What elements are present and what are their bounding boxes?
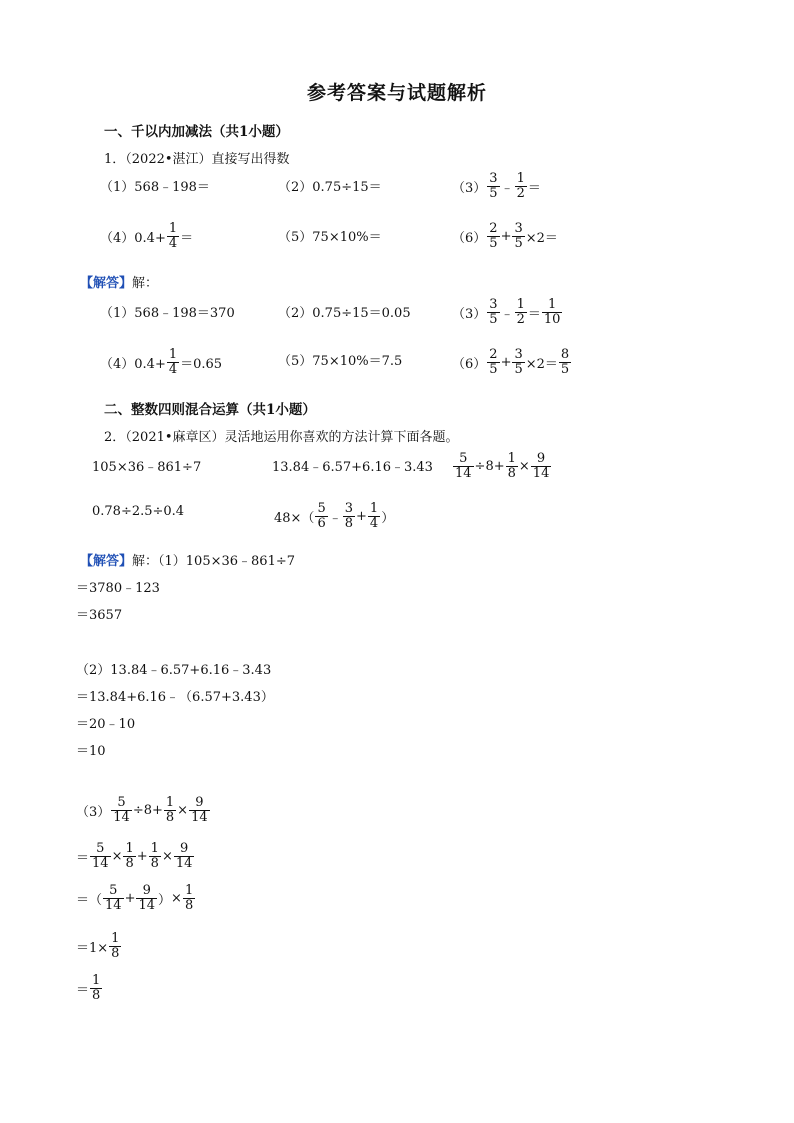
solution-3-line-3: ＝ （ $\frac{5}{14}$ + $\frac{9}{14}$ ） × $\frac{1}{8}$ bbox=[76, 883, 194, 914]
fraction: $\frac{1}{4}$ bbox=[168, 347, 178, 378]
fraction: $\frac{1}{8}$ bbox=[507, 451, 516, 482]
solution-1-step-2: ＝3657 bbox=[76, 608, 123, 623]
a1-part6: （6） $\frac{2}{5}$ + $\frac{3}{5}$ ×2＝ $\frac{8}{5}$ bbox=[452, 347, 570, 378]
section-heading-2: 二、整数四则混合运算（共1小题） bbox=[104, 402, 316, 418]
fraction: $\frac{5}{14}$ bbox=[105, 883, 122, 914]
fraction: $\frac{3}{5}$ bbox=[489, 171, 498, 202]
solution-2-line-4: ＝10 bbox=[76, 744, 106, 759]
a1-part3: （3） $\frac{3}{5}$ ﹣ $\frac{1}{2}$ ＝ $\frac{1}{10}$ bbox=[452, 297, 561, 328]
fraction: $\frac{3}{5}$ bbox=[489, 297, 498, 328]
fraction: $\frac{3}{5}$ bbox=[514, 347, 523, 378]
page-title: 参考答案与试题解析 bbox=[306, 82, 487, 104]
solution-1-step-1: ＝3780﹣123 bbox=[76, 581, 160, 596]
q1-part6: （6） $\frac{2}{5}$ + $\frac{3}{5}$ ×2＝ bbox=[452, 221, 558, 252]
q2-expr5: 48×（ $\frac{5}{6}$ ﹣ $\frac{3}{8}$ + $\frac{1}{4}$ ） bbox=[274, 501, 395, 532]
fraction: $\frac{5}{14}$ bbox=[455, 451, 472, 482]
fraction: $\frac{1}{2}$ bbox=[516, 171, 525, 202]
q1-part3: （3） $\frac{3}{5}$ ﹣ $\frac{1}{2}$ ＝ bbox=[452, 171, 541, 202]
solution-3-line-4: ＝1× $\frac{1}{8}$ bbox=[76, 931, 120, 962]
fraction: $\frac{1}{8}$ bbox=[165, 795, 175, 826]
fraction: $\frac{2}{5}$ bbox=[489, 221, 498, 252]
question-2: 2．（2021•麻章区）灵活地运用你喜欢的方法计算下面各题。 bbox=[104, 430, 459, 445]
fraction: $\frac{1}{4}$ bbox=[168, 221, 178, 252]
q1-part1: （1）568﹣198＝ bbox=[100, 180, 210, 195]
fraction: $\frac{1}{10}$ bbox=[543, 297, 561, 328]
fraction: $\frac{5}{6}$ bbox=[317, 501, 326, 532]
solution-2-line-1: （2）13.84﹣6.57+6.16﹣3.43 bbox=[76, 663, 272, 678]
fraction: $\frac{9}{14}$ bbox=[138, 883, 156, 914]
fraction: $\frac{2}{5}$ bbox=[489, 347, 498, 378]
question-1: 1．（2022•湛江）直接写出得数 bbox=[104, 152, 290, 167]
fraction: $\frac{1}{8}$ bbox=[184, 883, 194, 914]
fraction: $\frac{9}{14}$ bbox=[175, 841, 193, 872]
q1-part5: （5）75×10%＝ bbox=[278, 230, 382, 245]
solution-2-line-2: ＝13.84+6.16﹣（6.57+3.43） bbox=[76, 690, 274, 705]
fraction: $\frac{3}{5}$ bbox=[514, 221, 523, 252]
a1-part1: （1）568﹣198＝370 bbox=[100, 306, 235, 321]
fraction: $\frac{5}{14}$ bbox=[92, 841, 109, 872]
fraction: $\frac{5}{14}$ bbox=[113, 795, 130, 826]
a1-part4: （4）0.4+ $\frac{1}{4}$ ＝0.65 bbox=[100, 347, 223, 378]
answer-label-1: 【解答】解： bbox=[80, 276, 159, 291]
fraction: $\frac{1}{8}$ bbox=[150, 841, 159, 872]
fraction: $\frac{1}{8}$ bbox=[125, 841, 134, 872]
a1-part2: （2）0.75÷15＝0.05 bbox=[278, 306, 411, 321]
fraction: $\frac{1}{2}$ bbox=[516, 297, 525, 328]
solution-3-line-5: ＝ $\frac{1}{8}$ bbox=[76, 973, 101, 1004]
fraction: $\frac{3}{8}$ bbox=[344, 501, 354, 532]
section-heading-1: 一、千以内加减法（共1小题） bbox=[104, 124, 289, 140]
answer-label-2: 【解答】解：（1）105×36﹣861÷7 bbox=[80, 554, 296, 569]
fraction: $\frac{1}{4}$ bbox=[369, 501, 379, 532]
a1-part5: （5）75×10%＝7.5 bbox=[278, 354, 403, 369]
solution-3-line-2: ＝ $\frac{5}{14}$ × $\frac{1}{8}$ + $\frac{1}{8}$ × $\frac{9}{14}$ bbox=[76, 841, 193, 872]
q1-part2: （2）0.75÷15＝ bbox=[278, 180, 382, 195]
q2-expr1: 105×36﹣861÷7 bbox=[92, 460, 202, 475]
fraction: $\frac{8}{5}$ bbox=[560, 347, 570, 378]
q2-expr4: 0.78÷2.5÷0.4 bbox=[92, 504, 185, 519]
fraction: $\frac{9}{14}$ bbox=[191, 795, 208, 826]
fraction: $\frac{9}{14}$ bbox=[532, 451, 550, 482]
q2-expr3: $\frac{5}{14}$ ÷8+ $\frac{1}{8}$ × $\frac{9}{14}$ bbox=[455, 451, 550, 482]
fraction: $\frac{1}{8}$ bbox=[111, 931, 120, 962]
solution-2-line-3: ＝20﹣10 bbox=[76, 717, 136, 732]
q1-part4: （4）0.4+ $\frac{1}{4}$ ＝ bbox=[100, 221, 194, 252]
fraction: $\frac{1}{8}$ bbox=[92, 973, 101, 1004]
solution-3-line-1: （3） $\frac{5}{14}$ ÷8+ $\frac{1}{8}$ × $\frac{9}{14}$ bbox=[76, 795, 208, 826]
q2-expr2: 13.84﹣6.57+6.16﹣3.43 bbox=[272, 460, 433, 475]
